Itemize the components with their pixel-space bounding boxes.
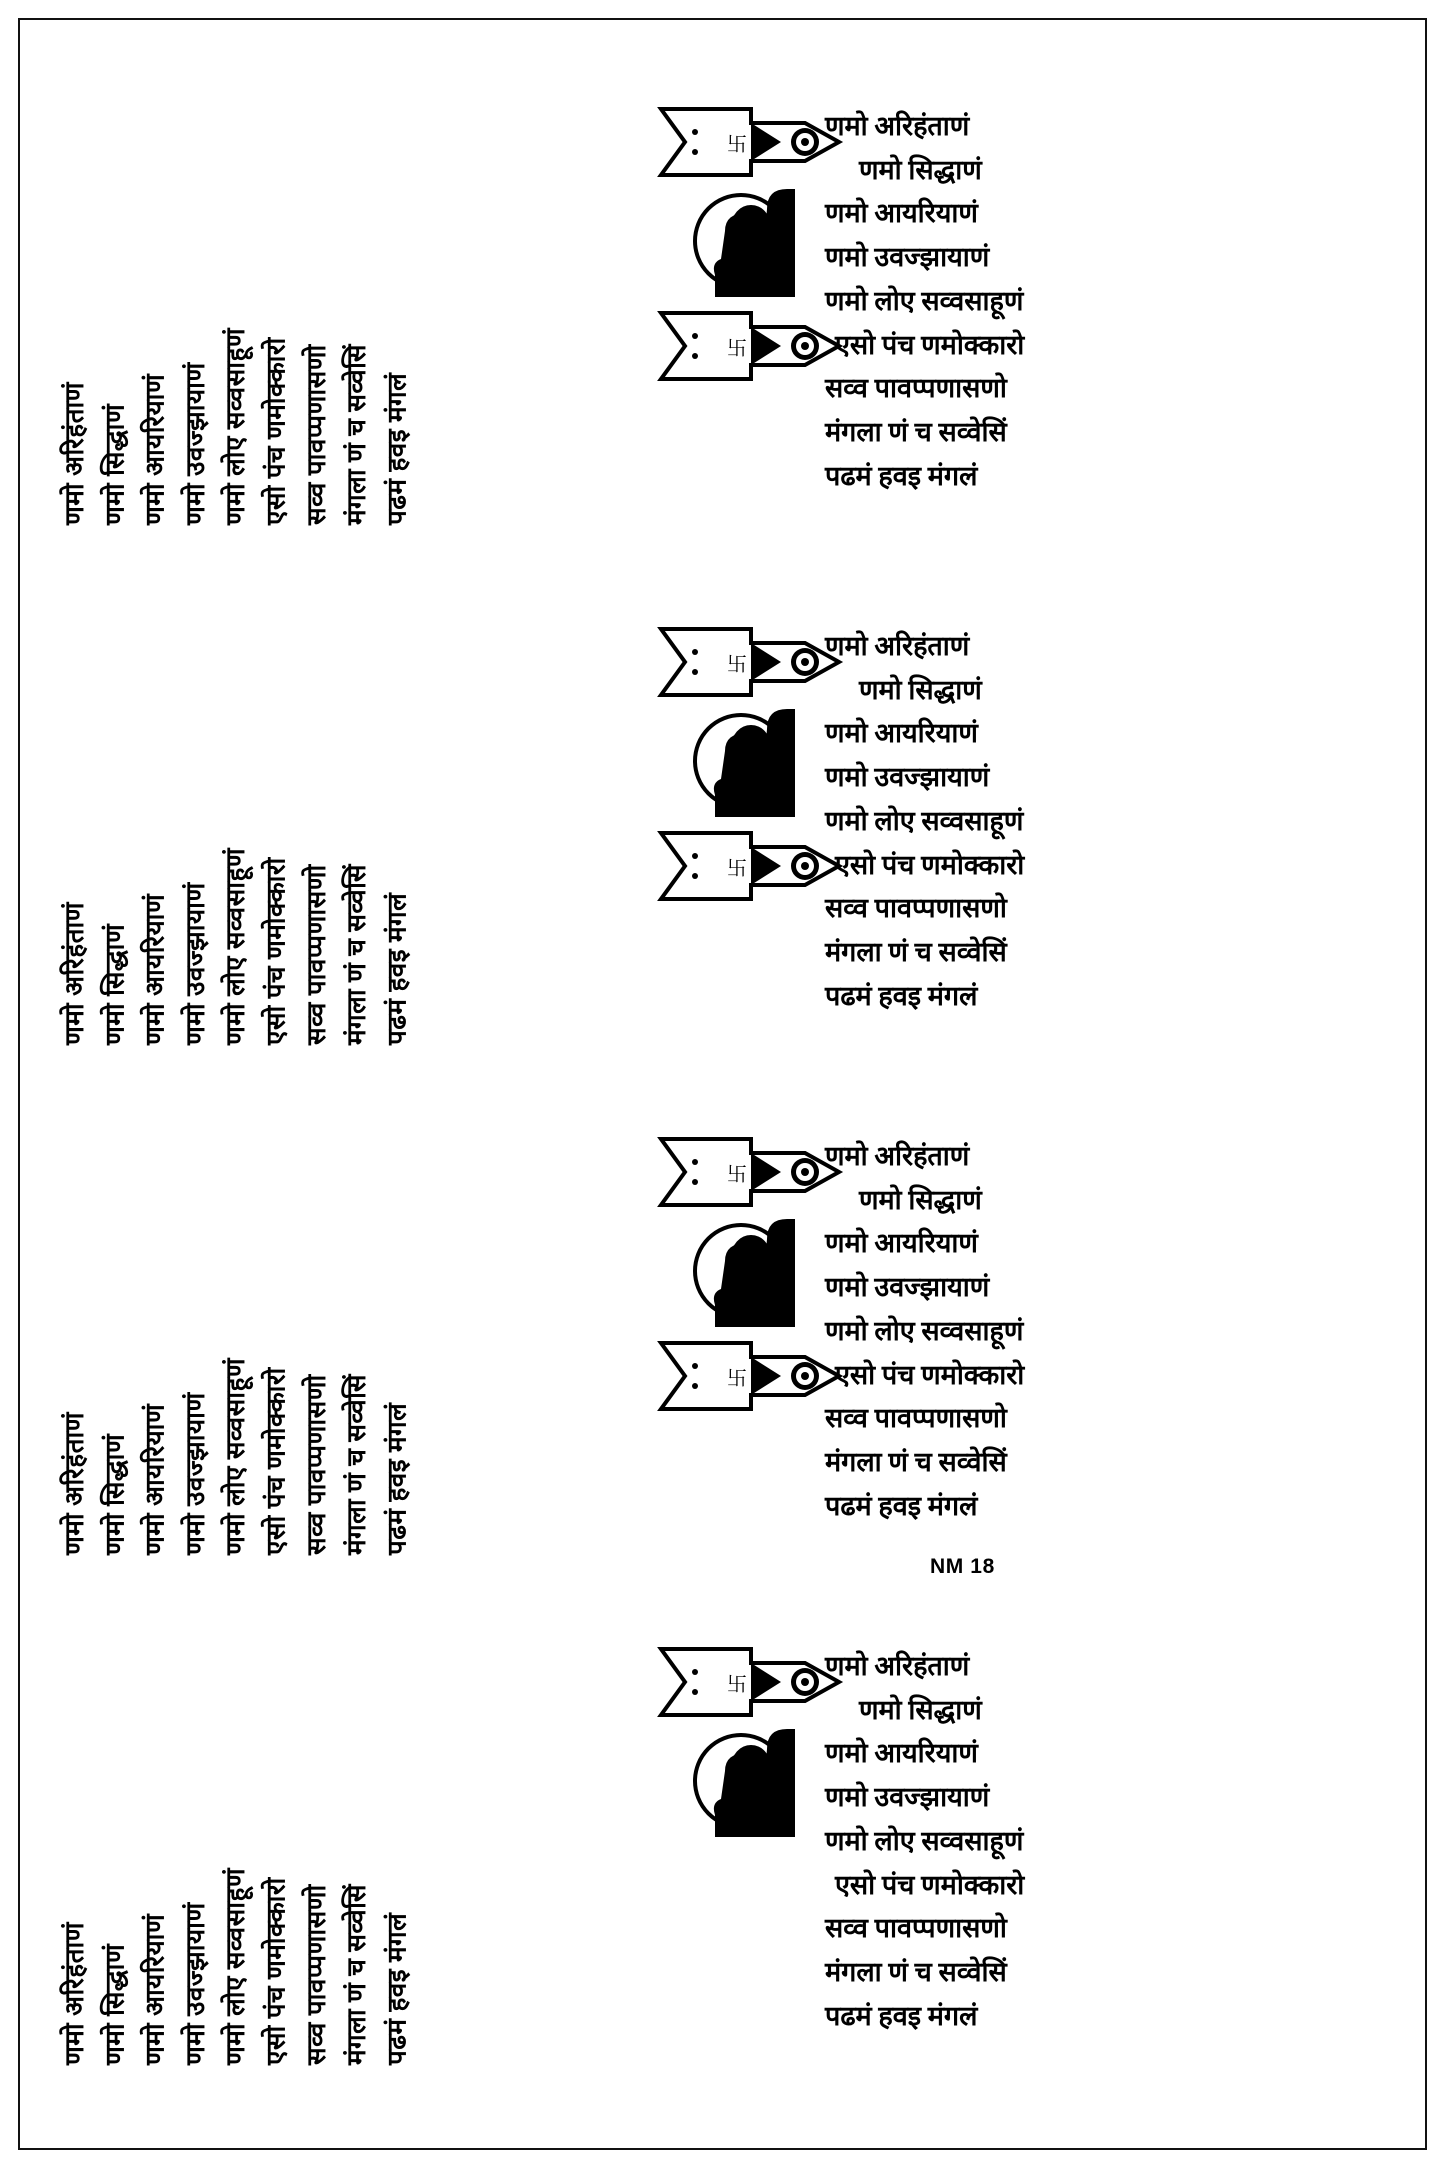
mantra-line: मंगला णं च सव्वेसिं: [825, 417, 1007, 448]
mantra-line: एसो पंच णमोक्कारो: [835, 1869, 1025, 1900]
mantra-line: एसो पंच णमोक्कारो: [261, 1877, 291, 2065]
mantra-panel: [55, 105, 1385, 605]
mantra-line: पढमं हवइ मंगलं: [382, 1402, 412, 1555]
swastik-banner-icon: [655, 625, 845, 699]
mantra-line: पढमं हवइ मंगलं: [382, 892, 412, 1045]
navkar-rotated-column: [55, 1135, 418, 1555]
mantra-line: णमो उवज्झायाणं: [825, 762, 990, 793]
mantra-line: णमो सिद्धाणं: [859, 1184, 982, 1215]
mantra-line: णमो सिद्धाणं: [100, 403, 130, 525]
mantra-line: णमो सिद्धाणं: [100, 923, 130, 1045]
mantra-panel: [55, 1135, 1385, 1635]
mantra-line: एसो पंच णमोक्कारो: [835, 849, 1025, 880]
svg-text:卐: 卐: [727, 1366, 747, 1390]
swastik-banner-icon: [655, 829, 845, 903]
mantra-line: णमो सिद्धाणं: [859, 1694, 982, 1725]
mantra-line: णमो सिद्धाणं: [859, 154, 982, 185]
mantra-line: पढमं हवइ मंगलं: [825, 460, 978, 491]
mantra-line: णमो अरिहंताणं: [60, 902, 89, 1045]
mantra-line: णमो आयरियाणं: [140, 893, 170, 1045]
navkar-upright-column: [825, 1135, 1385, 1529]
swastik-banner-icon: [655, 1339, 845, 1413]
mantra-line: णमो उवज्झायाणं: [825, 1272, 990, 1303]
mantra-line: मंगला णं च सव्वेसिं: [342, 344, 372, 525]
mantra-line: णमो लोए सव्वसाहूणं: [221, 1357, 251, 1555]
svg-text:卐: 卐: [727, 132, 747, 156]
mantra-line: एसो पंच णमोक्कारो: [261, 337, 291, 525]
mantra-line: एसो पंच णमोक्कारो: [261, 1367, 291, 1555]
swastik-banner-icon: [655, 1135, 845, 1209]
mantra-line: मंगला णं च सव्वेसिं: [342, 864, 372, 1045]
mantra-line: मंगला णं च सव्वेसिं: [825, 937, 1007, 968]
svg-text:卐: 卐: [727, 336, 747, 360]
mantra-line: णमो लोए सव्वसाहूणं: [221, 1867, 251, 2065]
mantra-line: पढमं हवइ मंगलं: [825, 1490, 978, 1521]
svg-text:卐: 卐: [727, 856, 747, 880]
mantra-line: णमो अरिहंताणं: [60, 1922, 89, 2065]
mantra-line: एसो पंच णमोक्कारो: [835, 1359, 1025, 1390]
mantra-line: पढमं हवइ मंगलं: [382, 1912, 412, 2065]
mantra-line: णमो लोए सव्वसाहूणं: [825, 1315, 1024, 1346]
mantra-panel: [55, 1645, 1385, 2145]
mantra-line: णमो आयरियाणं: [140, 373, 170, 525]
mantra-line: मंगला णं च सव्वेसिं: [825, 1447, 1007, 1478]
mantra-line: पढमं हवइ मंगलं: [382, 372, 412, 525]
mantra-line: णमो अरिहंताणं: [60, 382, 89, 525]
mantra-line: णमो अरिहंताणं: [825, 631, 970, 661]
mantra-line: पढमं हवइ मंगलं: [825, 2000, 978, 2031]
mantra-line: णमो आयरियाणं: [140, 1913, 170, 2065]
mantra-line: एसो पंच णमोक्कारो: [261, 857, 291, 1045]
mantra-line: णमो सिद्धाणं: [100, 1943, 130, 2065]
navkar-rotated-column: [55, 1645, 418, 2065]
mantra-line: णमो आयरियाणं: [825, 718, 978, 749]
navkar-upright-column: [825, 625, 1385, 1019]
jain-idol-icon: [655, 179, 845, 309]
mantra-line: णमो उवज्झायाणं: [825, 1782, 990, 1813]
mantra-line: णमो उवज्झायाणं: [825, 242, 990, 273]
mantra-line: णमो सिद्धाणं: [100, 1433, 130, 1555]
mantra-line: सव्व पावप्पणासणो: [301, 344, 331, 525]
svg-text:卐: 卐: [727, 1162, 747, 1186]
mantra-line: सव्व पावप्पणासणो: [825, 893, 1007, 924]
mantra-line: णमो उवज्झायाणं: [180, 882, 210, 1045]
jain-idol-icon: [655, 1209, 845, 1339]
mantra-line: णमो लोए सव्वसाहूणं: [221, 327, 251, 525]
swastik-banner-icon: [655, 105, 845, 179]
jain-idol-icon: [655, 1719, 845, 1849]
mantra-line: मंगला णं च सव्वेसिं: [825, 1957, 1007, 1988]
mantra-line: णमो लोए सव्वसाहूणं: [825, 285, 1024, 316]
mantra-line: णमो उवज्झायाणं: [180, 362, 210, 525]
navkar-rotated-column: [55, 625, 418, 1045]
mantra-line: णमो आयरियाणं: [825, 1228, 978, 1259]
navkar-upright-column: [825, 1645, 1385, 2039]
mantra-line: णमो लोए सव्वसाहूणं: [221, 847, 251, 1045]
mantra-line: सव्व पावप्पणासणो: [301, 1884, 331, 2065]
mantra-line: णमो सिद्धाणं: [859, 674, 982, 705]
navkar-upright-column: [825, 105, 1385, 499]
mantra-line: सव्व पावप्पणासणो: [825, 373, 1007, 404]
mantra-line: पढमं हवइ मंगलं: [825, 980, 978, 1011]
mantra-line: णमो लोए सव्वसाहूणं: [825, 1825, 1024, 1856]
mantra-line: णमो उवज्झायाणं: [180, 1392, 210, 1555]
mantra-line: णमो अरिहंताणं: [825, 1651, 970, 1681]
mantra-panel: [55, 625, 1385, 1125]
svg-text:卐: 卐: [727, 652, 747, 676]
mantra-line: णमो अरिहंताणं: [60, 1412, 89, 1555]
svg-text:卐: 卐: [727, 1672, 747, 1696]
mantra-line: मंगला णं च सव्वेसिं: [342, 1884, 372, 2065]
mantra-line: णमो अरिहंताणं: [825, 1141, 970, 1171]
jain-idol-icon: [655, 699, 845, 829]
navkar-rotated-column: [55, 105, 418, 525]
mantra-line: णमो अरिहंताणं: [825, 111, 970, 141]
mantra-line: सव्व पावप्पणासणो: [301, 1374, 331, 1555]
mantra-line: सव्व पावप्पणासणो: [825, 1913, 1007, 1944]
mantra-line: णमो उवज्झायाणं: [180, 1902, 210, 2065]
mantra-line: णमो आयरियाणं: [825, 198, 978, 229]
plate-code-label: NM 18: [930, 1555, 995, 1578]
mantra-line: सव्व पावप्पणासणो: [825, 1403, 1007, 1434]
mantra-line: मंगला णं च सव्वेसिं: [342, 1374, 372, 1555]
swastik-banner-icon: [655, 309, 845, 383]
swastik-banner-icon: [655, 1645, 845, 1719]
mantra-line: णमो लोए सव्वसाहूणं: [825, 805, 1024, 836]
mantra-line: सव्व पावप्पणासणो: [301, 864, 331, 1045]
mantra-line: णमो आयरियाणं: [825, 1738, 978, 1769]
mantra-line: एसो पंच णमोक्कारो: [835, 329, 1025, 360]
mantra-line: णमो आयरियाणं: [140, 1403, 170, 1555]
